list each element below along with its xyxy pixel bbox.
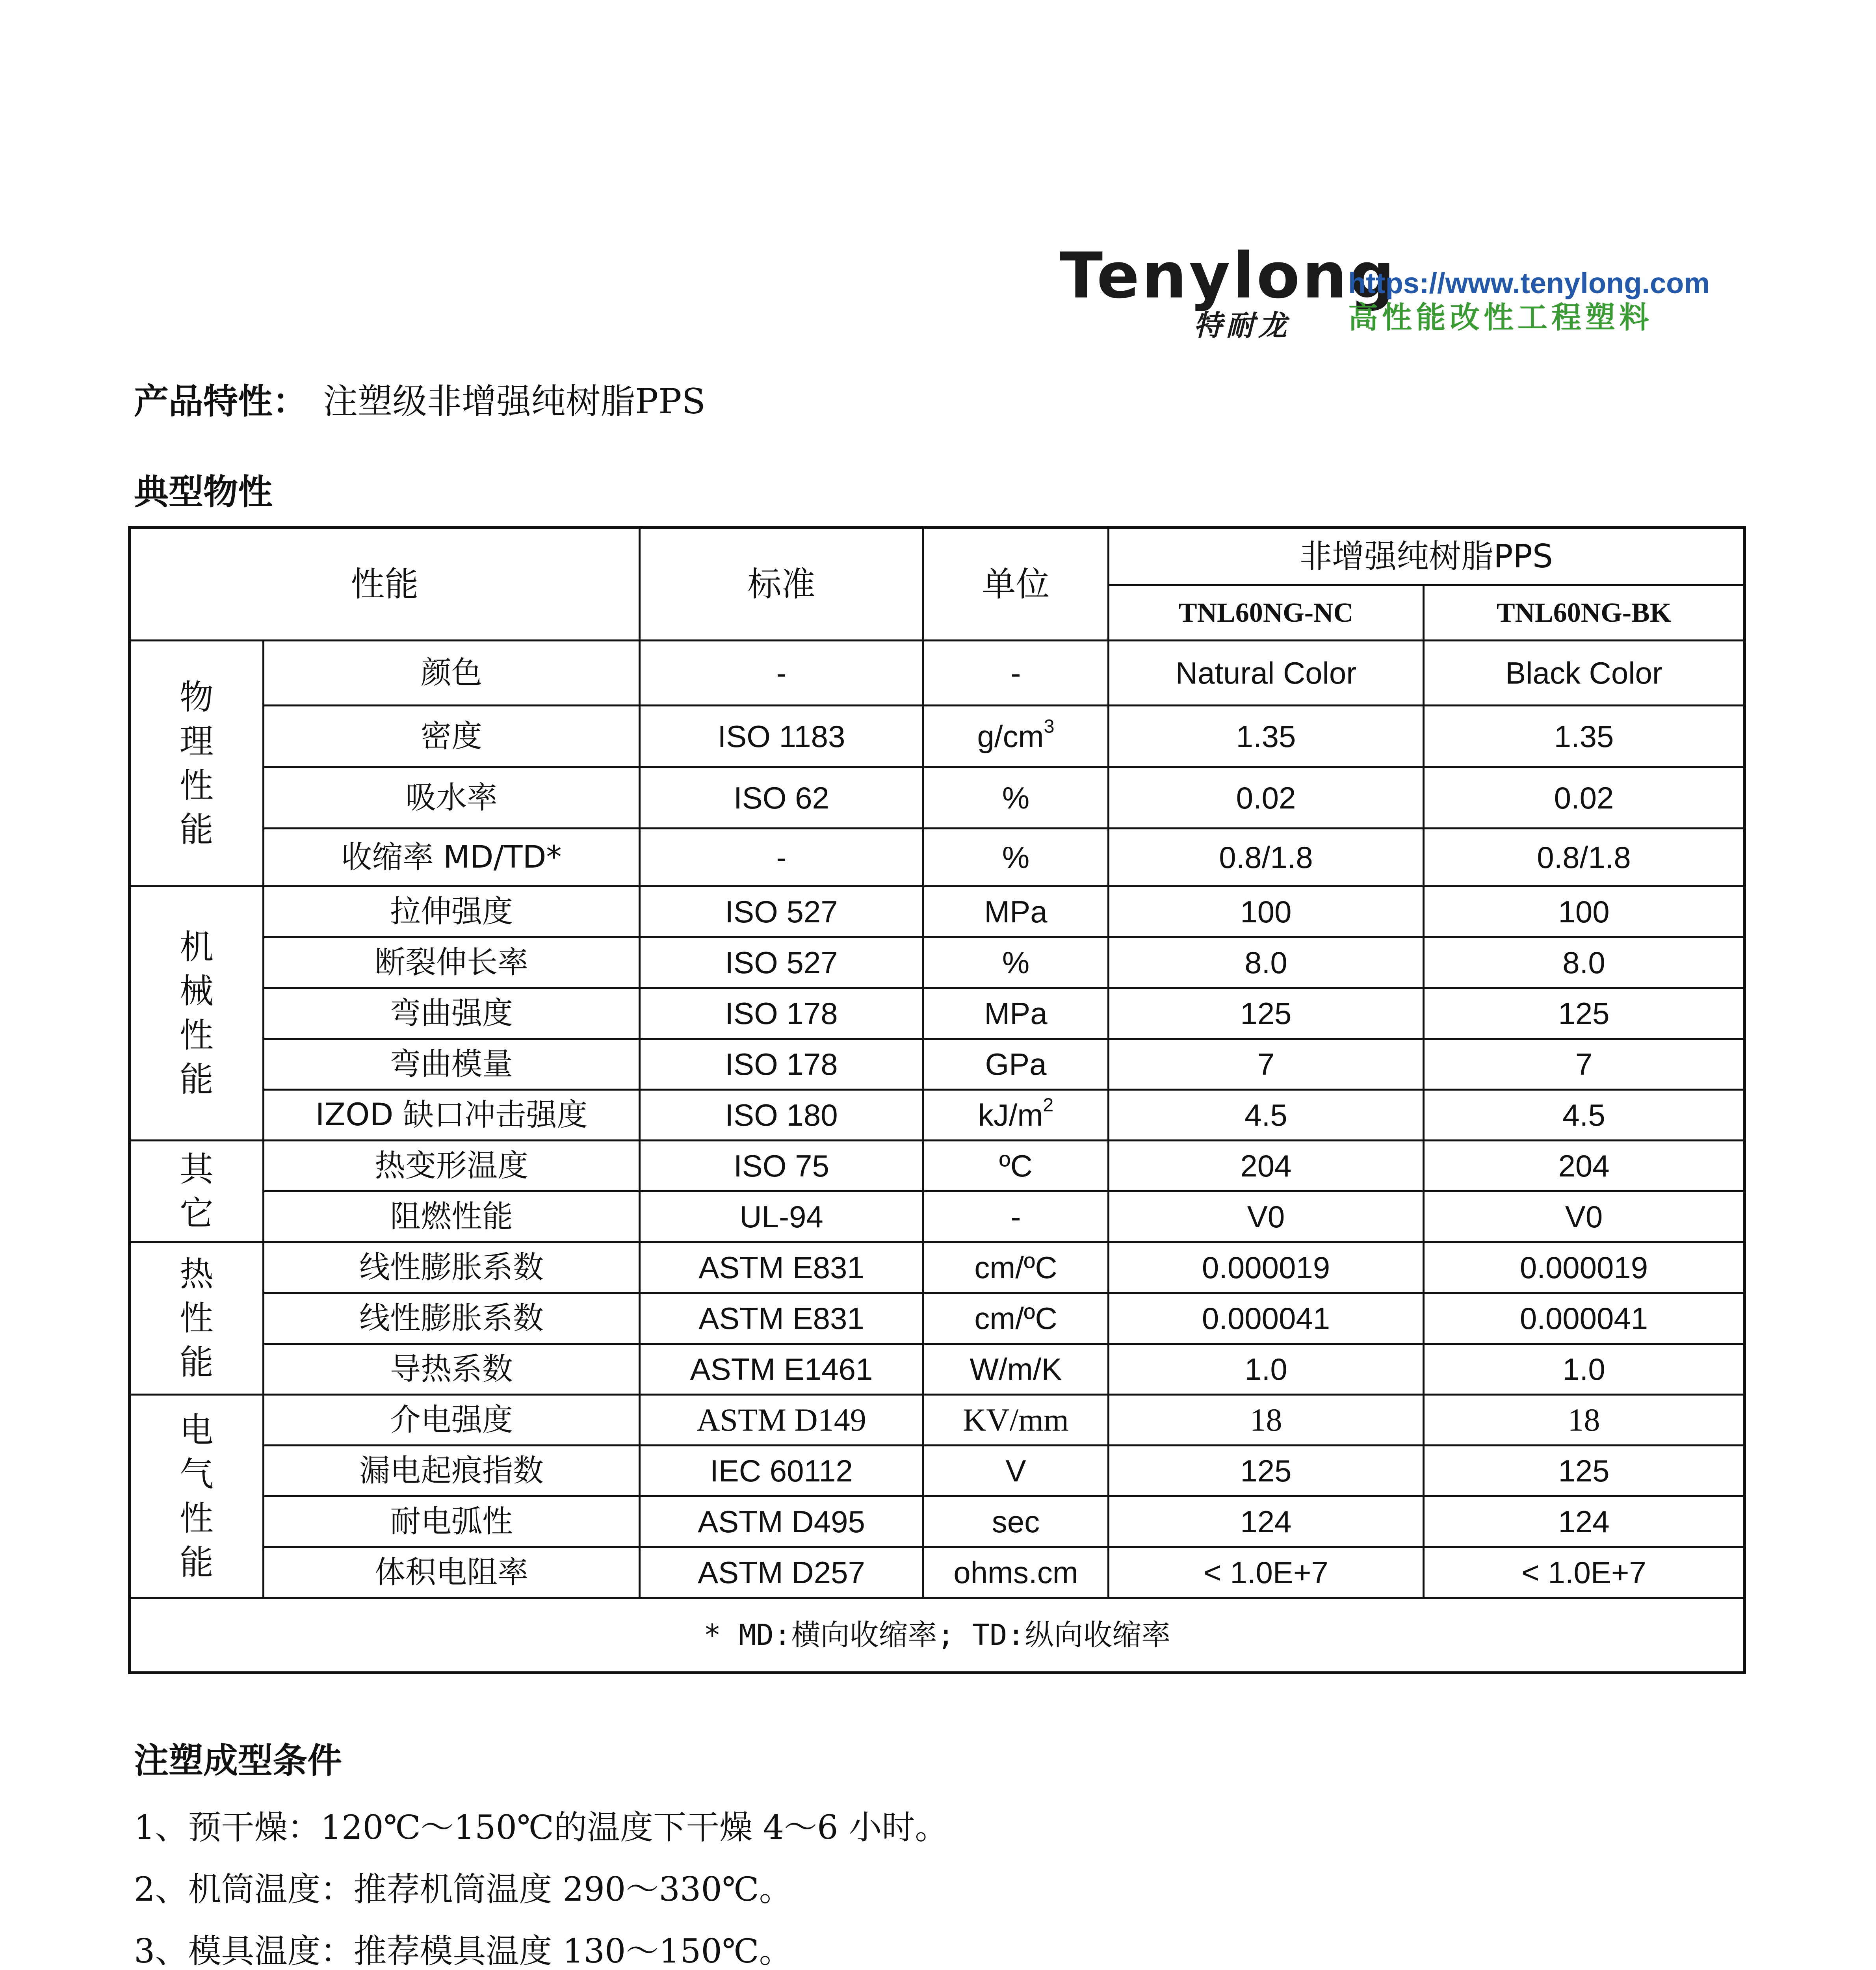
website-url[interactable]: https://www.tenylong.com [1348,267,1710,299]
company-slogan: 高性能改性工程塑料 [1348,300,1653,335]
company-logo [1060,239,1737,347]
table-row [130,937,1745,988]
table-row [130,1090,1745,1141]
header-property: 性能 [130,528,640,641]
table-row [130,767,1745,829]
typical-properties-heading: 典型物性 [134,472,273,512]
standard-cell: ASTM D495 [640,1496,923,1547]
property-cell: 介电强度 [264,1395,640,1446]
property-cell: 线性膨胀系数 [264,1242,640,1293]
group-char: 其 [180,1149,214,1189]
group-thermal [130,1242,264,1395]
group-physical [130,641,264,886]
header-standard: 标准 [640,528,923,641]
property-cell: 阻燃性能 [264,1191,640,1242]
unit-superscript: 2 [1043,1094,1054,1116]
group-char: 能 [180,1060,214,1099]
property-cell: 收缩率 MD/TD* [264,829,640,886]
standard-cell: UL-94 [640,1191,923,1242]
value-bk-cell: 204 [1424,1141,1745,1191]
value-nc-cell: 124 [1109,1496,1424,1547]
standard-cell: IEC 60112 [640,1446,923,1496]
property-cell: IZOD 缺口冲击强度 [264,1090,640,1141]
group-char: 机 [180,927,214,967]
group-char: 物 [180,677,214,717]
value-bk-cell: 7 [1424,1039,1745,1090]
standard-cell: ISO 178 [640,988,923,1039]
group-char: 能 [180,810,214,849]
properties-table [128,526,1746,1674]
value-nc-cell: 125 [1109,1446,1424,1496]
value-bk-cell: 8.0 [1424,937,1745,988]
unit-cell: - [923,641,1109,706]
table-row [130,641,1745,706]
header-unit: 单位 [923,528,1109,641]
value-bk-cell: 1.35 [1424,706,1745,767]
unit-cell: KV/mm [923,1395,1109,1446]
property-cell: 断裂伸长率 [264,937,640,988]
value-nc-cell: 0.000019 [1109,1242,1424,1293]
value-bk-cell: Black Color [1424,641,1745,706]
value-bk-cell: V0 [1424,1191,1745,1242]
group-char: 能 [180,1343,214,1382]
table-row [130,1395,1745,1446]
table-row [130,1547,1745,1598]
unit-text: g/cm [977,719,1044,754]
table-row [130,886,1745,937]
group-char: 它 [180,1193,214,1233]
property-cell: 体积电阻率 [264,1547,640,1598]
header-grade-bk: TNL60NG-BK [1424,585,1745,641]
value-nc-cell: 7 [1109,1039,1424,1090]
property-cell: 弯曲模量 [264,1039,640,1090]
group-char: 性 [180,1498,214,1538]
value-nc-cell: 18 [1109,1395,1424,1446]
unit-cell: GPa [923,1039,1109,1090]
value-nc-cell: 100 [1109,886,1424,937]
molding-conditions-list [134,1797,1560,1970]
value-bk-cell: 125 [1424,1446,1745,1496]
unit-cell: V [923,1446,1109,1496]
table-row [130,829,1745,886]
table-row [130,1191,1745,1242]
value-nc-cell: 8.0 [1109,937,1424,988]
group-char: 能 [180,1543,214,1582]
product-description: 注塑级非增强纯树脂PPS [323,381,706,422]
unit-cell: MPa [923,988,1109,1039]
group-char: 气 [180,1454,214,1494]
logo-chinese-name: 特耐龙 [1194,309,1291,342]
value-bk-cell: 0.000019 [1424,1242,1745,1293]
value-nc-cell: Natural Color [1109,641,1424,706]
group-other [130,1141,264,1242]
value-bk-cell: 18 [1424,1395,1745,1446]
value-bk-cell: < 1.0E+7 [1424,1547,1745,1598]
value-nc-cell: < 1.0E+7 [1109,1547,1424,1598]
table-row [130,706,1745,767]
shrinkage-note: * MD:横向收缩率; TD:纵向收缩率 [130,1598,1745,1673]
standard-cell: ASTM D257 [640,1547,923,1598]
unit-cell: W/m/K [923,1344,1109,1395]
group-char: 理 [180,721,214,761]
standard-cell: ISO 180 [640,1090,923,1141]
unit-text: kJ/m [978,1098,1043,1132]
header-grade-nc: TNL60NG-NC [1109,585,1424,641]
header-material: 非增强纯树脂PPS [1109,528,1745,585]
standard-cell: - [640,829,923,886]
unit-cell: ohms.cm [923,1547,1109,1598]
table-row [130,988,1745,1039]
group-char: 热 [180,1254,214,1294]
property-cell: 弯曲强度 [264,988,640,1039]
table-row [130,1141,1745,1191]
group-char: 性 [180,766,214,805]
value-nc-cell: 0.02 [1109,767,1424,829]
value-bk-cell: 0.000041 [1424,1293,1745,1344]
standard-cell: ISO 62 [640,767,923,829]
property-cell: 线性膨胀系数 [264,1293,640,1344]
table-row [130,1293,1745,1344]
standard-cell: ASTM E831 [640,1242,923,1293]
value-bk-cell: 1.0 [1424,1344,1745,1395]
value-bk-cell: 124 [1424,1496,1745,1547]
logo-wordmark: Tenylong [1060,239,1397,312]
standard-cell: ISO 1183 [640,706,923,767]
list-item: 3、模具温度：推荐模具温度 130～150℃。 [134,1932,792,1970]
standard-cell: - [640,641,923,706]
group-electrical [130,1395,264,1598]
group-char: 械 [180,972,214,1011]
property-cell: 颜色 [264,641,640,706]
standard-cell: ISO 527 [640,937,923,988]
list-item: 2、机筒温度：推荐机筒温度 290～330℃。 [134,1870,792,1909]
unit-cell [923,706,1109,767]
list-item: 1、预干燥：120℃～150℃的温度下干燥 4～6 小时。 [134,1808,948,1847]
table-row [130,1496,1745,1547]
table-row [130,1242,1745,1293]
value-bk-cell: 0.8/1.8 [1424,829,1745,886]
table-row [130,1039,1745,1090]
table-header-row [130,528,1745,585]
unit-cell: cm/ºC [923,1242,1109,1293]
unit-cell: sec [923,1496,1109,1547]
unit-cell: cm/ºC [923,1293,1109,1344]
unit-cell: % [923,767,1109,829]
value-nc-cell: 1.35 [1109,706,1424,767]
standard-cell: ISO 178 [640,1039,923,1090]
value-bk-cell: 125 [1424,988,1745,1039]
value-bk-cell: 4.5 [1424,1090,1745,1141]
standard-cell: ISO 75 [640,1141,923,1191]
value-bk-cell: 100 [1424,886,1745,937]
unit-cell: - [923,1191,1109,1242]
molding-conditions-heading: 注塑成型条件 [134,1740,342,1781]
value-nc-cell: 4.5 [1109,1090,1424,1141]
property-cell: 吸水率 [264,767,640,829]
value-nc-cell: 0.8/1.8 [1109,829,1424,886]
value-nc-cell: 125 [1109,988,1424,1039]
property-cell: 热变形温度 [264,1141,640,1191]
property-cell: 漏电起痕指数 [264,1446,640,1496]
value-nc-cell: 0.000041 [1109,1293,1424,1344]
unit-superscript: 3 [1044,716,1055,737]
standard-cell: ASTM E831 [640,1293,923,1344]
property-cell: 导热系数 [264,1344,640,1395]
unit-cell: ºC [923,1141,1109,1191]
property-cell: 拉伸强度 [264,886,640,937]
property-cell: 耐电弧性 [264,1496,640,1547]
value-nc-cell: V0 [1109,1191,1424,1242]
group-char: 性 [180,1016,214,1055]
unit-cell: MPa [923,886,1109,937]
value-nc-cell: 204 [1109,1141,1424,1191]
value-bk-cell: 0.02 [1424,767,1745,829]
standard-cell: ISO 527 [640,886,923,937]
group-mechanical [130,886,264,1141]
table-row [130,1344,1745,1395]
unit-cell: % [923,937,1109,988]
group-char: 性 [180,1299,214,1338]
value-nc-cell: 1.0 [1109,1344,1424,1395]
unit-cell [923,1090,1109,1141]
standard-cell: ASTM D149 [640,1395,923,1446]
group-char: 电 [180,1410,214,1450]
unit-cell: % [923,829,1109,886]
product-label: 产品特性： [134,381,308,422]
standard-cell: ASTM E1461 [640,1344,923,1395]
table-note-row [130,1598,1745,1673]
property-cell: 密度 [264,706,640,767]
product-characteristics [134,381,706,422]
table-row [130,1446,1745,1496]
